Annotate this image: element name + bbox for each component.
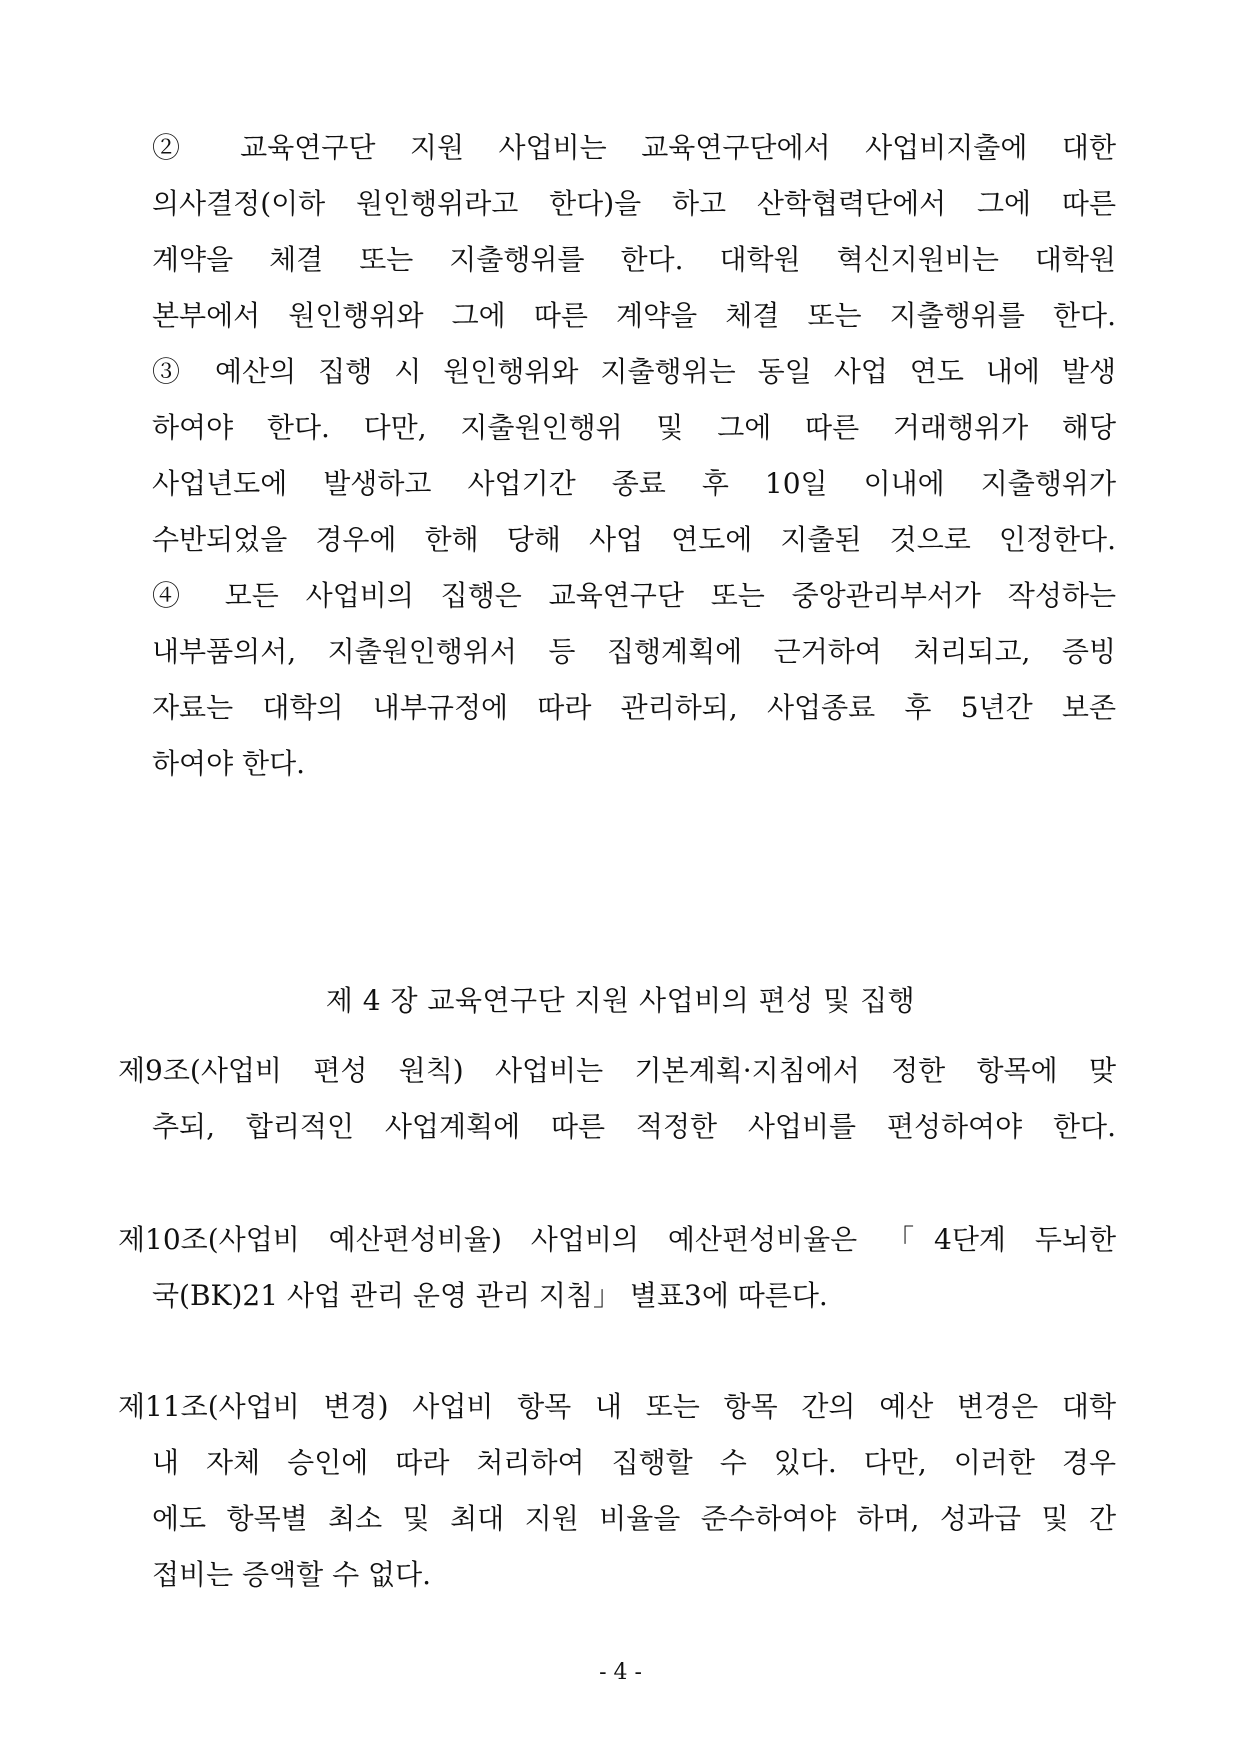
article-11-line-2: 내 자체 승인에 따라 처리하여 집행할 수 있다. 다만, 이러한 경우 [152, 1446, 1116, 1479]
article-11-line-4: 접비는 증액할 수 없다. [152, 1558, 432, 1591]
paragraph-4-line-1: ④ 모든 사업비의 집행은 교육연구단 또는 중앙관리부서가 작성하는 [152, 579, 1116, 612]
paragraph-3-line-4: 수반되었을 경우에 한해 당해 사업 연도에 지출된 것으로 인정한다. [152, 523, 1116, 556]
chapter-title: 제 4 장 교육연구단 지원 사업비의 편성 및 집행 [325, 984, 916, 1017]
article-10-line-2: 국(BK)21 사업 관리 운영 관리 지침」 별표3에 따른다. [152, 1279, 828, 1312]
paragraph-2-line-1: ② 교육연구단 지원 사업비는 교육연구단에서 사업비지출에 대한 [152, 131, 1116, 164]
paragraph-4-line-2: 내부품의서, 지출원인행위서 등 집행계획에 근거하여 처리되고, 증빙 [152, 635, 1116, 668]
paragraph-4-line-4: 하여야 한다. [152, 747, 306, 780]
article-9-line-1: 제9조(사업비 편성 원칙) 사업비는 기본계획·지침에서 정한 항목에 맞 [118, 1054, 1116, 1087]
paragraph-3-line-3: 사업년도에 발생하고 사업기간 종료 후 10일 이내에 지출행위가 [152, 467, 1116, 500]
paragraph-2-line-2: 의사결정(이하 원인행위라고 한다)을 하고 산학협력단에서 그에 따른 [152, 187, 1116, 220]
paragraph-2-line-4: 본부에서 원인행위와 그에 따른 계약을 체결 또는 지출행위를 한다. [152, 299, 1116, 332]
article-9-line-2: 추되, 합리적인 사업계획에 따른 적정한 사업비를 편성하여야 한다. [152, 1110, 1116, 1143]
paragraph-4-line-3: 자료는 대학의 내부규정에 따라 관리하되, 사업종료 후 5년간 보존 [152, 691, 1116, 724]
paragraph-2-line-3: 계약을 체결 또는 지출행위를 한다. 대학원 혁신지원비는 대학원 [152, 243, 1116, 276]
paragraph-3-line-2: 하여야 한다. 다만, 지출원인행위 및 그에 따른 거래행위가 해당 [152, 411, 1116, 444]
paragraph-3-line-1: ③ 예산의 집행 시 원인행위와 지출행위는 동일 사업 연도 내에 발생 [152, 355, 1116, 388]
article-11-line-3: 에도 항목별 최소 및 최대 지원 비율을 준수하여야 하며, 성과급 및 간 [152, 1502, 1116, 1535]
article-10-line-1: 제10조(사업비 예산편성비율) 사업비의 예산편성비율은 「4단계 두뇌한 [118, 1223, 1116, 1256]
article-11-line-1: 제11조(사업비 변경) 사업비 항목 내 또는 항목 간의 예산 변경은 대학 [118, 1390, 1116, 1423]
page-number: - 4 - [599, 1660, 642, 1685]
